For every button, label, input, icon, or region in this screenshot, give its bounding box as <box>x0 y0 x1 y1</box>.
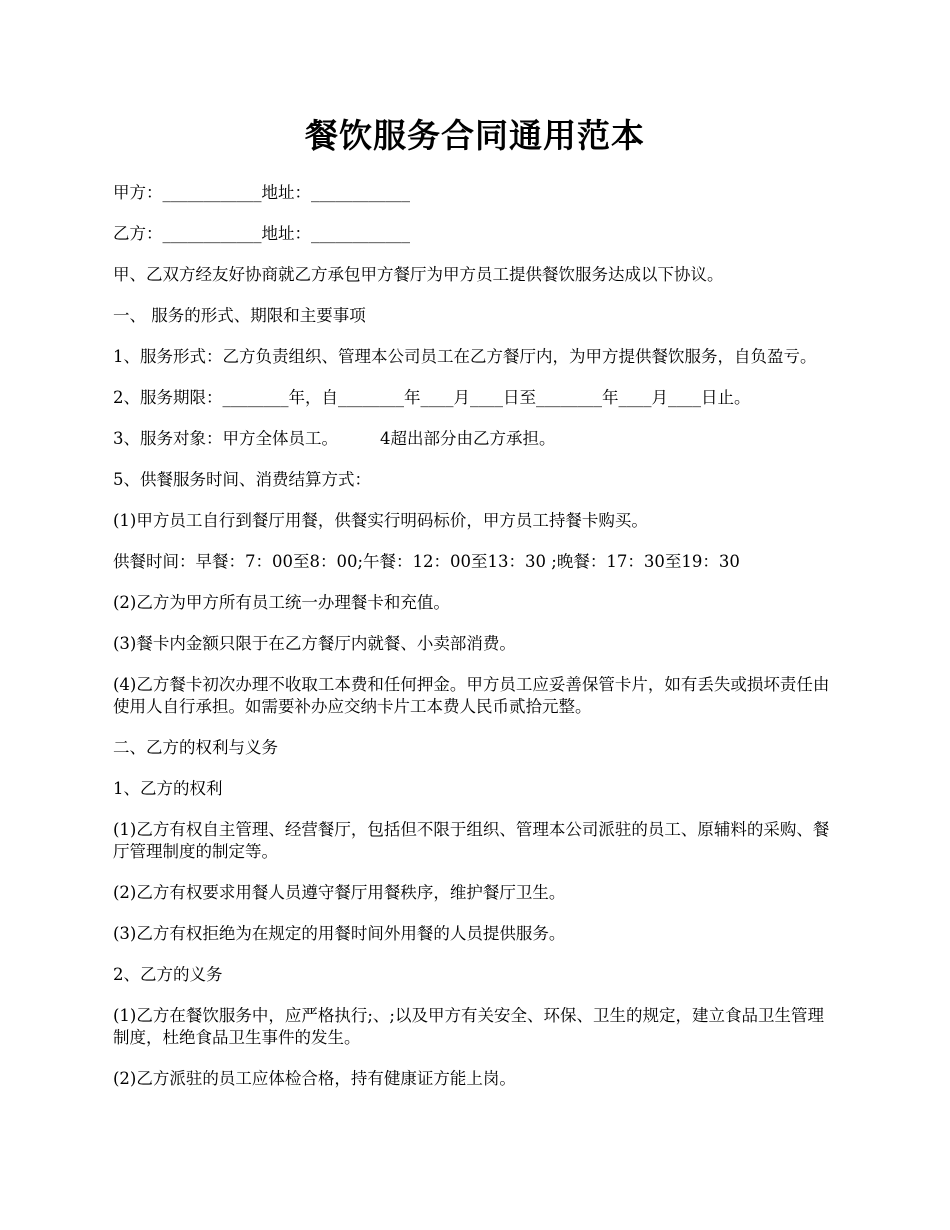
document-title: 餐饮服务合同通用范本 <box>305 116 645 155</box>
clause-item: (1)甲方员工自行到餐厅用餐，供餐实行明码标价，甲方员工持餐卡购买。 <box>113 511 648 530</box>
section-heading-2: 二、乙方的权利与义务 <box>113 738 278 757</box>
section-heading-1: 一、 服务的形式、期限和主要事项 <box>113 306 366 325</box>
clause-item: (2)乙方派驻的员工应体检合格，持有健康证方能上岗。 <box>113 1069 516 1088</box>
document-body <box>113 182 838 1109</box>
clause-service-target: 3、服务对象：甲方全体员工。 4超出部分由乙方承担。 <box>113 429 556 448</box>
clause-item: (2)乙方有权要求用餐人员遵守餐厅用餐秩序，维护餐厅卫生。 <box>113 883 566 902</box>
meal-times: 供餐时间：早餐：7：00至8：00;午餐：12：00至13：30 ;晚餐：17：30至19：30 <box>113 552 740 571</box>
subsection-heading: 2、乙方的义务 <box>113 965 223 984</box>
clause-item: (1)乙方在餐饮服务中，应严格执行;、;以及甲方有关安全、环保、卫生的规定，建立食品卫生管理制度，杜绝食品卫生事件的发生。 <box>113 1006 824 1047</box>
preamble: 甲、乙双方经友好协商就乙方承包甲方餐厅为甲方员工提供餐饮服务达成以下协议。 <box>113 265 724 284</box>
clause-item: (1)乙方有权自主管理、经营餐厅，包括但不限于组织、管理本公司派驻的员工、原辅料的采购、餐厅管理制度的制定等。 <box>113 820 830 861</box>
clause-item: (4)乙方餐卡初次办理不收取工本费和任何押金。甲方员工应妥善保管卡片，如有丢失或损坏责任由使用人自行承担。如需要补办应交纳卡片工本费人民币贰拾元整。 <box>113 675 830 716</box>
clause-service-time: 5、供餐服务时间、消费结算方式： <box>113 470 371 489</box>
clause-item: (2)乙方为甲方所有员工统一办理餐卡和充值。 <box>113 593 450 612</box>
party-a-line: 甲方：____________地址：____________ <box>113 183 410 202</box>
subsection-heading: 1、乙方的权利 <box>113 779 223 798</box>
clause-item: (3)餐卡内金额只限于在乙方餐厅内就餐、小卖部消费。 <box>113 634 516 653</box>
party-b-line: 乙方：____________地址：____________ <box>113 224 410 243</box>
clause-item: (3)乙方有权拒绝为在规定的用餐时间外用餐的人员提供服务。 <box>113 924 566 943</box>
clause-service-form: 1、服务形式：乙方负责组织、管理本公司员工在乙方餐厅内，为甲方提供餐饮服务，自负盈亏。 <box>113 347 817 366</box>
clause-service-term: 2、服务期限：________年，自________年____月____日至________年____月____日止。 <box>113 388 751 407</box>
